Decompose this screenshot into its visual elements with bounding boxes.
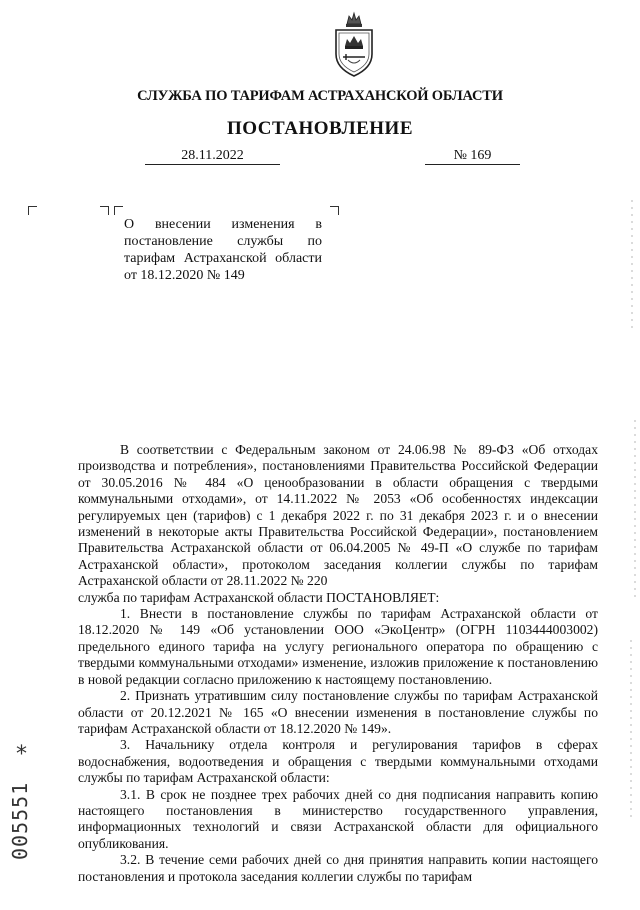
scan-edge xyxy=(626,0,640,905)
item-3-1: 3.1. В срок не позднее трех рабочих дней со дня подписания направить копию настоящего постановления в министерство государственного управления, информационных технологий и связи Астраханской области для официального опубликования. xyxy=(78,786,598,851)
stamp-number: 005551 xyxy=(8,781,32,860)
item-3: 3. Начальнику отдела контроля и регулирования тарифов в сферах водоснабжения, водоотведения и обращения с твердыми коммунальными отходами службы по тарифам Астраханской области: xyxy=(78,737,598,786)
corner-mark xyxy=(330,206,339,215)
item-1: 1. Внести в постановление службы по тарифам Астраханской области от 18.12.2020 № 149 «Об установлении ООО «ЭкоЦентр» (ОГРН 1103444003002) предельного единого тарифа на услугу регионального оператора по обращению с твердыми коммунальными отходами» изменение, изложив приложение к постановлению в новой редакции согласно приложению к настоящему постановлению. xyxy=(78,606,598,687)
corner-mark xyxy=(28,206,37,215)
document-date: 28.11.2022 xyxy=(145,148,280,165)
coat-of-arms-icon xyxy=(330,10,378,80)
corner-mark xyxy=(100,206,109,215)
document-type: ПОСТАНОВЛЕНИЕ xyxy=(226,118,414,139)
document-body xyxy=(78,442,598,885)
margin-stamp xyxy=(6,700,46,870)
item-2: 2. Признать утратившим силу постановление службы по тарифам Астраханской области от 20.12.2021 № 165 «О внесении изменения в постановление службы по тарифам Астраханской области от 18.12.2020 № 149». xyxy=(78,688,598,736)
stamp-mark: * xyxy=(16,742,27,767)
preamble-paragraph: В соответствии с Федеральным законом от 24.06.98 № 89-ФЗ «Об отходах производства и потребления», постановлениями Правительства Российской Федерации от 30.05.2016 № 484 «О ценообразовании в области обращения с твердыми коммунальными отходами», от 14.11.2022 № 2053 «Об особенностях индексации регулируемых цен (тарифов) с 1 декабря 2022 г. по 31 декабря 2023 г. и о внесении изменений в некоторые акты Правительства Российской Федерации», постановлением Правительства Астраханской области от 06.04.2005 № 49-П «О службе по тарифам Астраханской области», протоколом заседания коллегии службы по тарифам Астраханской области от 28.11.2022 № 220 xyxy=(78,442,598,589)
document-subject: О внесении изменения в постановление службы по тарифам Астраханской области от 18.12.2020 № 149 xyxy=(124,217,322,283)
item-3-2: 3.2. В течение семи рабочих дней со дня принятия направить копии настоящего постановления и протокола заседания коллегии службы по тарифам xyxy=(78,852,598,884)
agency-name: СЛУЖБА ПО ТАРИФАМ АСТРАХАНСКОЙ ОБЛАСТИ xyxy=(137,88,503,104)
document-number: № 169 xyxy=(425,148,520,165)
resolves-line: служба по тарифам Астраханской области ПОСТАНОВЛЯЕТ: xyxy=(78,589,440,605)
corner-mark xyxy=(114,206,123,215)
